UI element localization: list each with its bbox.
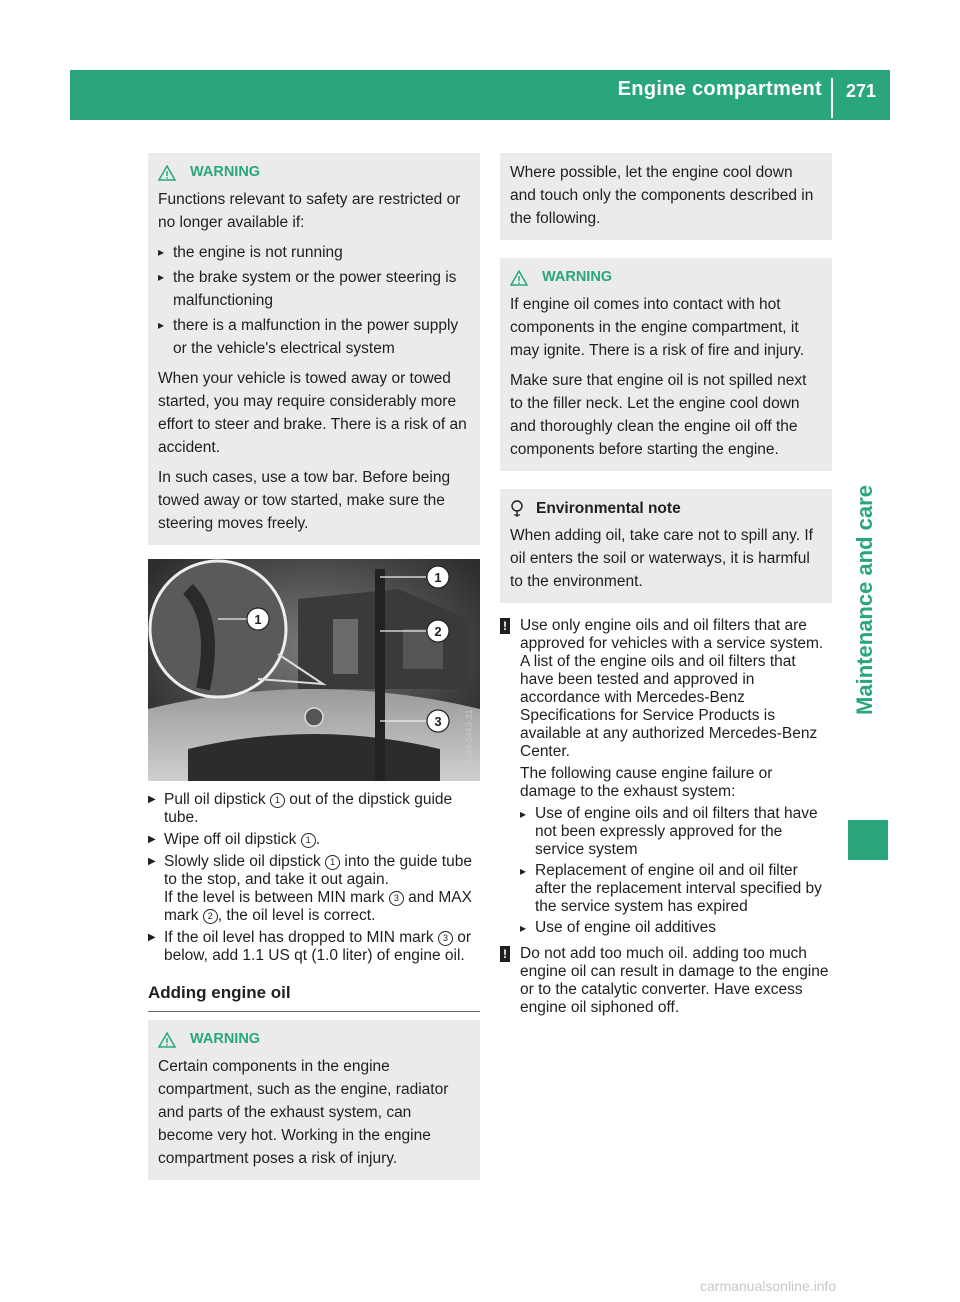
engine-dipstick-figure [148,559,480,781]
environmental-note-label: Environmental note [536,500,681,517]
info-box-cool-down [500,153,832,240]
warning-heading-label: WARNING [190,164,261,180]
page-title: Engine compartment [617,78,822,100]
callout-1-mark: 1 [270,793,285,808]
warning-box-safety [148,153,480,545]
warning-triangle-icon [158,165,176,181]
warning-box-fire [500,258,832,471]
notice-overfill [500,945,832,1017]
callout-1-mark: 1 [301,833,316,848]
warning-heading [158,1028,470,1051]
callout-2 [427,620,449,642]
callout-1-mark: 1 [325,855,340,870]
list-item: ▸ Use of engine oils and oil filters that have not been expressly approved for the service system [520,805,832,859]
page-header [70,70,890,120]
notice-paragraph: Use only engine oils and oil filters that are approved for vehicles with a service system. A list of the engine oils and oil filters that have been tested and approved in accordance with Mercedes-Benz Specifications for Service Products is available at any authorized Mercedes-Benz Center. [520,617,824,760]
left-column [148,153,480,1194]
warning-intro: Functions relevant to safety are restricted or no longer available if: [158,191,461,231]
warning-paragraph: If engine oil comes into contact with hot components in the engine compartment, it may ignite. There is a risk of fire and injury. [510,296,805,359]
warning-heading-label: WARNING [190,1031,261,1047]
exclamation-icon: ! [500,946,510,962]
step-item: ▶ Slowly slide oil dipstick 1 into the guide tube to the stop, and take it out again. If the level is between MIN mark 3 and MAX mark 2 , the oil level is correct. [148,853,480,925]
warning-box-hot-components [148,1020,480,1180]
lightbulb-icon [510,500,524,518]
callout-1 [427,566,449,588]
notice-paragraph: The following cause engine failure or damage to the exhaust system: [520,765,773,800]
callout-3 [427,710,449,732]
warning-heading [158,161,470,184]
warning-paragraph: In such cases, use a tow bar. Before being towed away or tow started, make sure the steering moves freely. [158,469,451,532]
engine-bay-illustration [148,559,480,781]
list-item: ▸ there is a malfunction in the power supply or the vehicle's electrical system [158,314,470,360]
callout-3-mark: 3 [438,931,453,946]
svg-text:1: 1 [434,570,442,585]
warning-paragraph: Make sure that engine oil is not spilled next to the filler neck. Let the engine cool down and thoroughly clean the engine oil off the components before starting the engine. [510,372,807,458]
list-item: ▸ Replacement of engine oil and oil filter after the replacement interval specified by the service system has expired [520,862,832,916]
svg-text:1: 1 [254,612,262,627]
dipstick-steps [148,791,480,965]
warning-triangle-icon [510,270,528,286]
list-item: ▸ Use of engine oil additives [520,919,832,937]
page-number: 271 [845,81,876,101]
chapter-tab [840,400,890,800]
step-item: ▶ If the oil level has dropped to MIN mark 3 or below, add 1.1 US qt (1.0 liter) of engine oil. [148,929,480,965]
notice-causes-list [520,805,832,937]
notice-approved-oils [500,617,832,937]
svg-text:2: 2 [434,624,442,639]
exclamation-icon: ! [500,618,510,634]
warning-heading [510,266,822,289]
step-item: ▶ Wipe off oil dipstick 1 . [148,831,480,849]
watermark: carmanualsonline.info [700,1278,837,1294]
callout-2-mark: 2 [203,909,218,924]
environmental-note-box [500,489,832,603]
environmental-note-text: When adding oil, take care not to spill any. If oil enters the soil or waterways, it is harmful to the environment. [510,527,813,590]
warning-heading-label: WARNING [542,269,613,285]
warning-conditions [158,241,470,360]
warning-triangle-icon [158,1032,176,1048]
environmental-note-heading [510,497,822,520]
header-divider [831,78,833,118]
svg-text:3: 3 [434,714,442,729]
info-paragraph: Where possible, let the engine cool down and touch only the components described in the following. [510,164,814,227]
chapter-tab-label: Maintenance and care [852,485,877,715]
warning-paragraph: Certain components in the engine compartment, such as the engine, radiator and parts of the exhaust system, can become very hot. Working in the engine compartment poses a risk of injury. [158,1058,449,1167]
section-title: Adding engine oil [148,983,480,1012]
chapter-marker [848,820,888,860]
callout-1-inset [247,608,269,630]
list-item: ▸ the engine is not running [158,241,470,264]
notice-paragraph: Do not add too much oil. adding too much engine oil can result in damage to the engine or to the catalytic converter. Have excess engine oil siphoned off. [520,945,829,1016]
list-item: ▸ the brake system or the power steering is malfunctioning [158,266,470,312]
warning-paragraph: When your vehicle is towed away or towed started, you may require considerably more effort to steer and brake. There is a risk of an accident. [158,370,467,456]
figure-code: P01.00-2443-31 [464,709,474,774]
callout-3-mark: 3 [389,891,404,906]
step-item: ▶ Pull oil dipstick 1 out of the dipstick guide tube. [148,791,480,827]
right-column [500,153,832,1025]
